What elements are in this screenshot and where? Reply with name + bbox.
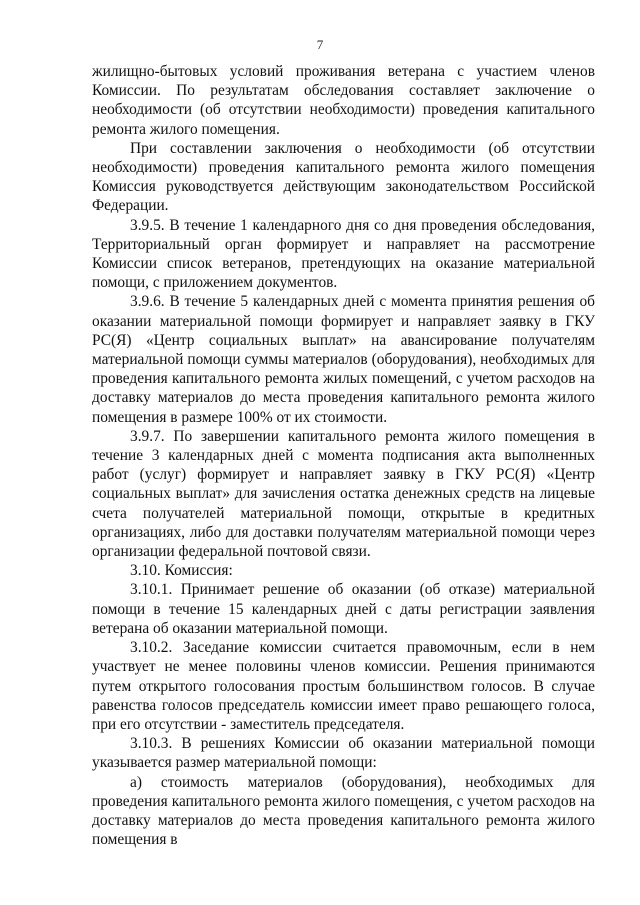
document-body [92, 62, 595, 849]
clause-3-10: 3.10. Комиссия: [130, 562, 233, 580]
clause-3-10-3: 3.10.3. В решениях Комиссии об оказании материальной помощи указывается размер материальной помощи: [92, 735, 595, 772]
clause-3-10-1: 3.10.1. Принимает решение об оказании (об отказе) материальной помощи в течение 15 календарных дней с даты регистрации заявления ветерана об оказании материальной помощи. [92, 581, 595, 637]
clause-3-9-5: 3.9.5. В течение 1 календарного дня со дня проведения обследования, Территориальный орган формирует и направляет на рассмотрение Комиссии список ветеранов, претендующих на оказание материальной помощи, с приложением документов. [92, 216, 595, 292]
page-number: 7 [316, 37, 324, 52]
clause-3-9-7: 3.9.7. По завершении капитального ремонта жилого помещения в течение 3 календарных дней с момента подписания акта выполненных работ (услуг) формирует и направляет заявку в ГКУ РС(Я) «Центр социальных выплат» для зачисления остатка денежных средств на лицевые счета получателей материальной помощи, открытые в кредитных организациях, либо для доставки получателям материальной помощи через организации федеральной почтовой связи. [92, 427, 595, 561]
clause-3-9-6: 3.9.6. В течение 5 календарных дней с момента принятия решения об оказании материальной помощи формирует и направляет заявку в ГКУ РС(Я) «Центр социальных выплат» на авансирование получателям материальной помощи суммы материалов (оборудования), необходимых для проведения капитального ремонта жилых помещений, с учетом расходов на доставку материалов до места проведения капитального ремонта жилого помещения в размере 100% от их стоимости. [92, 293, 595, 426]
paragraph-conclusion: При составлении заключения о необходимости (об отсутствии необходимости) проведения капитального ремонта жилого помещения Комиссия руководствуется действующим законодательством Российской Федерации. [92, 139, 595, 215]
clause-3-10-2: 3.10.2. Заседание комиссии считается правомочным, если в нем участвует не менее половины членов комиссии. Решения принимаются путем открытого голосования простым большинством голосов. В случае равенства голосов председатель комиссии имеет право решающего голоса, при его отсутствии - заместитель председателя. [92, 639, 595, 733]
paragraph-continuation: жилищно-бытовых условий проживания ветерана с участием членов Комиссии. По результатам обследования составляет заключение о необходимости (об отсутствии необходимости) проведения капитального ремонта жилого помещения. [92, 63, 595, 138]
subclause-a: а) стоимость материалов (оборудования), необходимых для проведения капитального ремонта жилого помещения, с учетом расходов на доставку материалов до места проведения капитального ремонта жилого помещения в [92, 773, 595, 849]
